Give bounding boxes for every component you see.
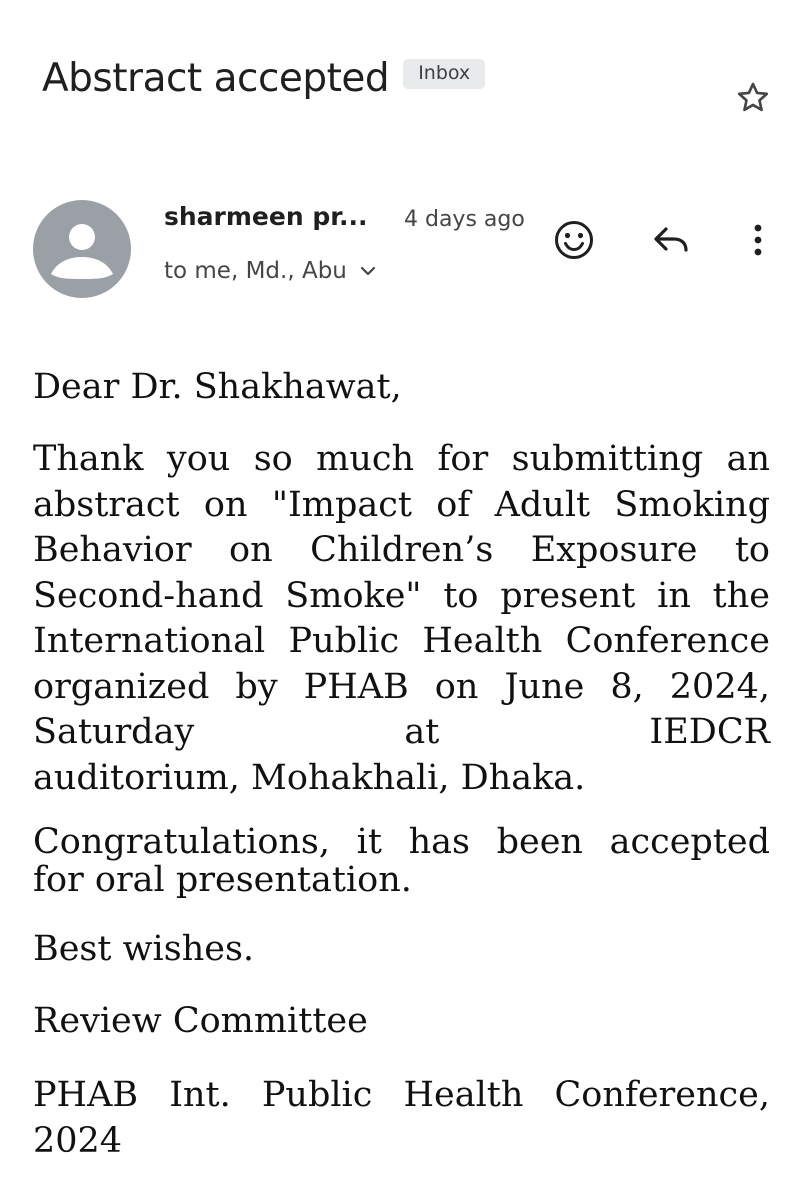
star-button[interactable] [731,78,775,118]
sender-name[interactable]: sharmeen pr... [164,202,368,231]
main-line: organized by PHAB on June 8, 2024, [33,666,770,707]
main-line: Saturday at IEDCR [33,712,770,752]
inbox-label-chip[interactable]: Inbox [403,59,485,89]
greeting: Dear Dr. Shakhawat, [33,367,402,407]
main-paragraph [33,437,770,801]
recipients-toggle[interactable] [164,258,377,284]
main-line: Behavior on Children’s Exposure to [33,530,770,570]
congrats-line: for oral presentation. [33,860,412,900]
star-icon [733,79,773,117]
sender-avatar[interactable] [33,200,131,298]
person-avatar-icon [33,200,131,298]
add-reaction-button[interactable] [550,216,598,264]
main-line: auditorium, Mohakhali, Dhaka. [33,757,586,798]
email-subject: Abstract accepted [42,56,390,101]
congrats-line: Congratulations, it has been accepted [33,822,770,862]
more-vert-icon [748,218,768,262]
conference-line: 2024 [33,1120,123,1161]
signature-committee: Review Committee [33,1001,368,1041]
reply-arrow-icon [650,218,694,262]
main-line: International Public Health Conference [33,621,770,661]
recipients-text: to me, Md., Abu [164,258,347,284]
main-line: Second-hand Smoke" to present in the [33,575,770,616]
closing-wishes: Best wishes. [33,929,255,969]
email-timestamp: 4 days ago [404,207,525,232]
main-line: abstract on "Impact of Adult Smoking [33,484,770,525]
reply-button[interactable] [648,216,696,264]
congrats-paragraph [33,823,770,899]
smiley-face-icon [552,218,596,262]
subject-row [42,56,485,101]
conference-line: PHAB Int. Public Health Conference, [33,1075,770,1115]
more-options-button[interactable] [734,216,782,264]
main-line: Thank you so much for submitting an [33,439,770,479]
chevron-down-icon [359,265,377,277]
signature-conference [33,1073,770,1164]
